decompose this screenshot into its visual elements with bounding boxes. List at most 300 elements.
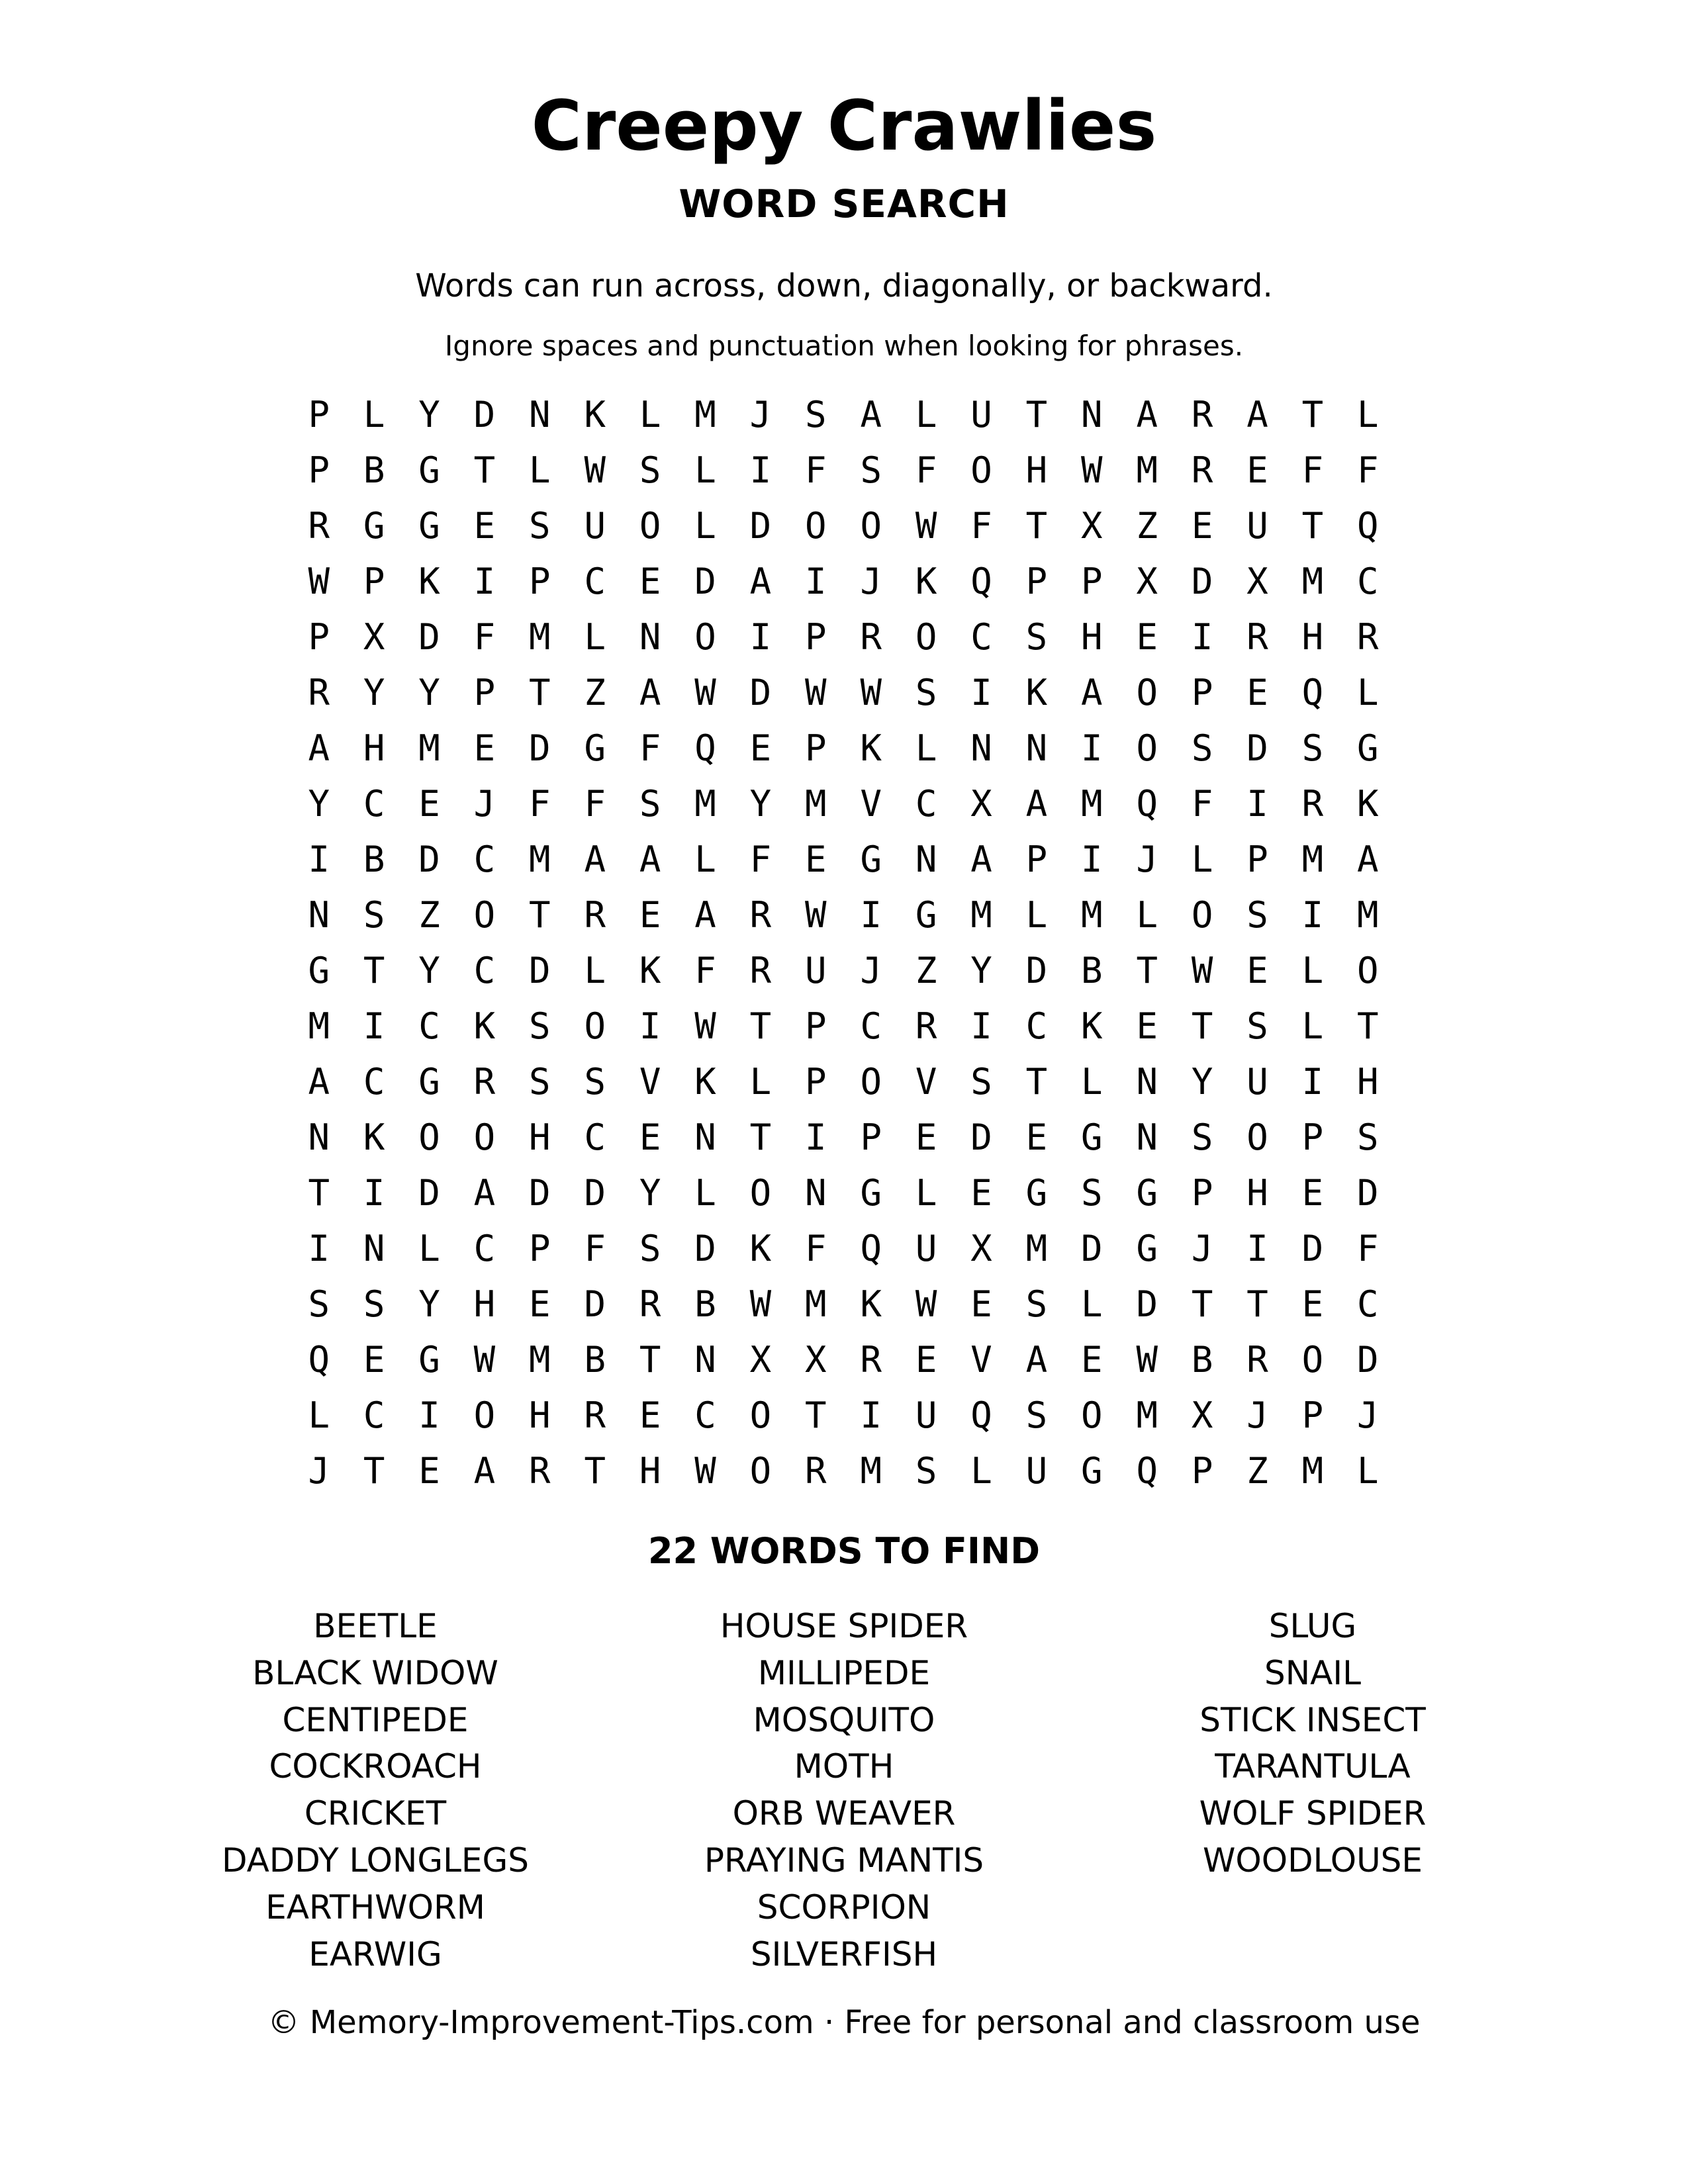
grid-letter: T [1246, 1283, 1268, 1325]
grid-letter: E [915, 1116, 937, 1158]
grid-letter: H [1246, 1172, 1268, 1214]
grid-letter: H [639, 1450, 661, 1492]
grid-letter: D [749, 505, 772, 547]
grid-letter: O [805, 505, 827, 547]
grid-letter: X [1191, 1394, 1213, 1436]
word-list-item: MOSQUITO [753, 1700, 935, 1739]
grid-letter: N [970, 727, 992, 769]
grid-letter: O [584, 1005, 606, 1047]
page-subtitle: WORD SEARCH [679, 181, 1009, 226]
grid-letter: P [1246, 839, 1268, 880]
grid-letter: C [584, 1116, 606, 1158]
grid-letter: J [1357, 1394, 1379, 1436]
grid-row [291, 832, 1463, 887]
grid-letter: K [639, 950, 661, 991]
grid-letter: T [749, 1116, 772, 1158]
grid-letter: F [749, 839, 772, 880]
grid-letter: Y [749, 783, 772, 825]
grid-letter: Z [915, 950, 937, 991]
grid-letter: J [860, 561, 882, 602]
grid-letter: E [1246, 672, 1268, 713]
word-list-column-3 [1081, 1603, 1544, 1884]
grid-letter: O [1136, 727, 1158, 769]
grid-letter: L [1357, 394, 1379, 435]
grid-letter: V [915, 1061, 937, 1103]
grid-letter: W [915, 1283, 937, 1325]
grid-letter: R [749, 950, 772, 991]
grid-letter: S [529, 505, 551, 547]
grid-letter: Q [308, 1339, 330, 1381]
grid-letter: O [1191, 894, 1213, 936]
grid-letter: L [1081, 1283, 1103, 1325]
grid-letter: L [1357, 672, 1379, 713]
grid-letter: O [473, 1394, 496, 1436]
grid-letter: M [860, 1450, 882, 1492]
grid-row [291, 721, 1463, 776]
grid-letter: F [805, 1228, 827, 1269]
grid-letter: C [970, 616, 992, 658]
grid-letter: M [529, 1339, 551, 1381]
grid-row [291, 1388, 1463, 1443]
grid-letter: H [529, 1116, 551, 1158]
grid-letter: I [363, 1172, 385, 1214]
footer-credit: © Memory-Improvement-Tips.com · Free for personal and classroom use [267, 2004, 1421, 2041]
grid-letter: F [473, 616, 496, 658]
grid-letter: Z [418, 894, 440, 936]
grid-letter: G [1357, 727, 1379, 769]
grid-letter: A [308, 727, 330, 769]
grid-letter: E [805, 839, 827, 880]
grid-letter: O [860, 1061, 882, 1103]
grid-letter: X [363, 616, 385, 658]
grid-letter: T [805, 1394, 827, 1436]
grid-letter: A [1081, 672, 1103, 713]
grid-letter: I [749, 449, 772, 491]
word-list-item: SILVERFISH [750, 1934, 938, 1974]
grid-letter: D [473, 394, 496, 435]
grid-letter: S [308, 1283, 330, 1325]
grid-letter: R [860, 616, 882, 658]
grid-letter: I [1246, 783, 1268, 825]
grid-letter: J [1191, 1228, 1213, 1269]
grid-letter: Q [1301, 672, 1324, 713]
grid-letter: A [1136, 394, 1158, 435]
page-title: Creepy Crawlies [531, 85, 1157, 166]
grid-letter: W [694, 1450, 716, 1492]
grid-letter: G [915, 894, 937, 936]
grid-letter: E [639, 1394, 661, 1436]
grid-letter: W [1081, 449, 1103, 491]
grid-letter: D [694, 1228, 716, 1269]
grid-letter: B [363, 449, 385, 491]
grid-letter: R [473, 1061, 496, 1103]
grid-letter: U [1246, 1061, 1268, 1103]
grid-letter: I [1246, 1228, 1268, 1269]
grid-letter: L [1301, 1005, 1324, 1047]
grid-letter: L [1136, 894, 1158, 936]
grid-letter: W [1191, 950, 1213, 991]
grid-letter: T [529, 672, 551, 713]
grid-letter: D [694, 561, 716, 602]
grid-letter: G [1081, 1116, 1103, 1158]
grid-letter: M [1357, 894, 1379, 936]
grid-letter: L [639, 394, 661, 435]
instructions-line-2: Ignore spaces and punctuation when looking for phrases. [444, 330, 1244, 362]
grid-letter: R [639, 1283, 661, 1325]
grid-letter: D [529, 727, 551, 769]
grid-row [291, 1221, 1463, 1277]
grid-letter: M [1301, 561, 1324, 602]
grid-letter: I [1301, 894, 1324, 936]
grid-letter: L [363, 394, 385, 435]
grid-letter: J [308, 1450, 330, 1492]
grid-letter: F [694, 950, 716, 991]
grid-letter: F [1301, 449, 1324, 491]
grid-letter: R [1301, 783, 1324, 825]
grid-letter: U [915, 1394, 937, 1436]
grid-letter: D [418, 839, 440, 880]
word-list-item: WOLF SPIDER [1199, 1794, 1427, 1833]
grid-letter: R [1357, 616, 1379, 658]
grid-letter: Q [694, 727, 716, 769]
grid-letter: P [1191, 1172, 1213, 1214]
grid-letter: P [1301, 1116, 1324, 1158]
grid-letter: T [1136, 950, 1158, 991]
grid-letter: A [473, 1450, 496, 1492]
grid-row [291, 1054, 1463, 1110]
grid-letter: N [1136, 1061, 1158, 1103]
grid-letter: Y [363, 672, 385, 713]
grid-letter: P [363, 561, 385, 602]
grid-letter: I [1301, 1061, 1324, 1103]
grid-letter: O [1357, 950, 1379, 991]
grid-letter: O [473, 894, 496, 936]
grid-letter: O [639, 505, 661, 547]
grid-letter: X [970, 1228, 992, 1269]
grid-letter: C [363, 1394, 385, 1436]
grid-letter: M [805, 783, 827, 825]
grid-letter: N [915, 839, 937, 880]
grid-letter: A [1025, 783, 1048, 825]
grid-letter: S [363, 1283, 385, 1325]
grid-letter: O [749, 1172, 772, 1214]
grid-letter: I [308, 839, 330, 880]
grid-row [291, 943, 1463, 999]
grid-letter: I [860, 894, 882, 936]
grid-letter: N [363, 1228, 385, 1269]
grid-letter: K [1081, 1005, 1103, 1047]
grid-row [291, 1443, 1463, 1499]
grid-letter: L [694, 449, 716, 491]
word-list-item: ORB WEAVER [732, 1794, 956, 1833]
grid-letter: E [363, 1339, 385, 1381]
grid-letter: H [529, 1394, 551, 1436]
grid-letter: G [363, 505, 385, 547]
grid-letter: T [1025, 394, 1048, 435]
grid-letter: O [860, 505, 882, 547]
grid-letter: F [1357, 1228, 1379, 1269]
word-list-item: WOODLOUSE [1202, 1841, 1423, 1880]
grid-letter: W [694, 672, 716, 713]
grid-letter: W [860, 672, 882, 713]
grid-letter: U [805, 950, 827, 991]
grid-letter: A [1025, 1339, 1048, 1381]
grid-letter: I [860, 1394, 882, 1436]
word-list-item: PRAYING MANTIS [704, 1841, 984, 1880]
grid-letter: E [1301, 1172, 1324, 1214]
grid-letter: G [418, 505, 440, 547]
grid-letter: C [1357, 561, 1379, 602]
grid-letter: K [363, 1116, 385, 1158]
grid-letter: F [529, 783, 551, 825]
grid-letter: J [749, 394, 772, 435]
grid-letter: U [584, 505, 606, 547]
grid-letter: C [694, 1394, 716, 1436]
grid-letter: D [1136, 1283, 1158, 1325]
grid-letter: S [584, 1061, 606, 1103]
grid-letter: R [915, 1005, 937, 1047]
grid-letter: N [1081, 394, 1103, 435]
grid-letter: P [1025, 839, 1048, 880]
grid-letter: M [529, 616, 551, 658]
grid-letter: R [584, 894, 606, 936]
grid-letter: R [529, 1450, 551, 1492]
grid-letter: T [1025, 505, 1048, 547]
grid-letter: X [1246, 561, 1268, 602]
grid-letter: W [749, 1283, 772, 1325]
grid-letter: R [860, 1339, 882, 1381]
grid-letter: E [473, 727, 496, 769]
grid-letter: T [639, 1339, 661, 1381]
grid-letter: C [418, 1005, 440, 1047]
grid-letter: T [1025, 1061, 1048, 1103]
grid-letter: G [860, 839, 882, 880]
grid-letter: K [473, 1005, 496, 1047]
grid-letter: O [1301, 1339, 1324, 1381]
grid-letter: L [584, 616, 606, 658]
grid-letter: T [1357, 1005, 1379, 1047]
grid-letter: D [584, 1172, 606, 1214]
grid-letter: M [1081, 783, 1103, 825]
grid-letter: O [915, 616, 937, 658]
grid-letter: Z [584, 672, 606, 713]
grid-letter: I [970, 672, 992, 713]
grid-letter: L [915, 394, 937, 435]
word-list-item: DADDY LONGLEGS [221, 1841, 530, 1880]
grid-letter: S [1025, 1283, 1048, 1325]
grid-letter: G [584, 727, 606, 769]
grid-letter: L [749, 1061, 772, 1103]
grid-letter: E [1136, 616, 1158, 658]
word-list-item: HOUSE SPIDER [720, 1607, 968, 1645]
grid-letter: H [363, 727, 385, 769]
grid-letter: Z [1136, 505, 1158, 547]
grid-letter: S [363, 894, 385, 936]
grid-letter: B [1191, 1339, 1213, 1381]
grid-letter: M [1136, 449, 1158, 491]
grid-letter: F [584, 1228, 606, 1269]
grid-letter: T [1191, 1005, 1213, 1047]
grid-letter: V [970, 1339, 992, 1381]
grid-letter: T [584, 1450, 606, 1492]
grid-letter: I [805, 561, 827, 602]
grid-letter: M [1025, 1228, 1048, 1269]
grid-letter: L [970, 1450, 992, 1492]
grid-letter: Y [418, 950, 440, 991]
grid-letter: T [1191, 1283, 1213, 1325]
grid-letter: G [1136, 1228, 1158, 1269]
grid-letter: Y [639, 1172, 661, 1214]
grid-letter: E [639, 561, 661, 602]
grid-letter: C [473, 950, 496, 991]
grid-letter: T [749, 1005, 772, 1047]
grid-letter: M [970, 894, 992, 936]
grid-letter: O [1246, 1116, 1268, 1158]
grid-row [291, 887, 1463, 943]
grid-letter: M [694, 783, 716, 825]
grid-letter: N [1136, 1116, 1158, 1158]
word-list-item: BLACK WIDOW [252, 1653, 498, 1692]
grid-letter: F [970, 505, 992, 547]
grid-letter: A [639, 839, 661, 880]
grid-letter: W [915, 505, 937, 547]
grid-letter: U [1246, 505, 1268, 547]
grid-letter: L [308, 1394, 330, 1436]
grid-letter: C [860, 1005, 882, 1047]
grid-letter: X [1081, 505, 1103, 547]
grid-letter: E [639, 894, 661, 936]
grid-letter: D [1191, 561, 1213, 602]
grid-letter: S [529, 1005, 551, 1047]
grid-letter: M [1301, 839, 1324, 880]
grid-letter: W [694, 1005, 716, 1047]
word-list-item: TARANTULA [1215, 1747, 1411, 1786]
grid-letter: K [694, 1061, 716, 1103]
grid-letter: S [1025, 616, 1048, 658]
grid-letter: D [418, 1172, 440, 1214]
grid-letter: D [749, 672, 772, 713]
grid-letter: V [639, 1061, 661, 1103]
grid-letter: S [1191, 727, 1213, 769]
grid-letter: H [1081, 616, 1103, 658]
grid-letter: B [584, 1339, 606, 1381]
grid-letter: E [639, 1116, 661, 1158]
word-list-item: EARTHWORM [265, 1888, 485, 1927]
grid-letter: R [308, 505, 330, 547]
grid-row [291, 1110, 1463, 1165]
word-list-item: MILLIPEDE [757, 1653, 931, 1692]
grid-letter: N [308, 894, 330, 936]
grid-letter: S [1357, 1116, 1379, 1158]
grid-letter: O [1136, 672, 1158, 713]
grid-letter: R [1191, 394, 1213, 435]
grid-letter: E [970, 1172, 992, 1214]
grid-letter: U [915, 1228, 937, 1269]
grid-letter: P [805, 1005, 827, 1047]
grid-letter: W [1136, 1339, 1158, 1381]
grid-letter: G [418, 1339, 440, 1381]
grid-letter: H [1025, 449, 1048, 491]
grid-letter: S [805, 394, 827, 435]
grid-letter: X [1136, 561, 1158, 602]
grid-letter: L [915, 727, 937, 769]
grid-letter: P [860, 1116, 882, 1158]
grid-letter: O [418, 1116, 440, 1158]
grid-letter: C [363, 1061, 385, 1103]
grid-letter: U [970, 394, 992, 435]
grid-row [291, 610, 1463, 665]
grid-letter: I [749, 616, 772, 658]
grid-letter: P [1191, 1450, 1213, 1492]
grid-letter: E [418, 1450, 440, 1492]
grid-letter: A [473, 1172, 496, 1214]
grid-letter: E [1246, 950, 1268, 991]
grid-letter: D [529, 1172, 551, 1214]
grid-letter: A [308, 1061, 330, 1103]
word-list-item: EARWIG [308, 1934, 442, 1974]
grid-row [291, 1165, 1463, 1221]
grid-letter: K [584, 394, 606, 435]
grid-letter: V [860, 783, 882, 825]
grid-letter: R [1246, 616, 1268, 658]
grid-letter: R [1246, 1339, 1268, 1381]
grid-letter: Y [970, 950, 992, 991]
grid-letter: E [1136, 1005, 1158, 1047]
grid-letter: H [1301, 616, 1324, 658]
grid-row [291, 1277, 1463, 1332]
grid-letter: S [860, 449, 882, 491]
grid-letter: J [860, 950, 882, 991]
word-list-item: CENTIPEDE [282, 1700, 469, 1739]
grid-letter: G [418, 1061, 440, 1103]
word-list-item: MOTH [794, 1747, 894, 1786]
grid-letter: K [1357, 783, 1379, 825]
grid-row [291, 443, 1463, 498]
grid-letter: D [970, 1116, 992, 1158]
grid-letter: A [639, 672, 661, 713]
grid-letter: P [473, 672, 496, 713]
grid-letter: G [1136, 1172, 1158, 1214]
grid-letter: A [1357, 839, 1379, 880]
grid-letter: O [1081, 1394, 1103, 1436]
grid-letter: K [860, 727, 882, 769]
grid-letter: X [749, 1339, 772, 1381]
word-list-column-1 [144, 1603, 607, 1978]
grid-letter: Y [418, 394, 440, 435]
grid-letter: E [915, 1339, 937, 1381]
grid-letter: P [529, 1228, 551, 1269]
grid-letter: Q [860, 1228, 882, 1269]
grid-letter: J [473, 783, 496, 825]
grid-letter: G [308, 950, 330, 991]
grid-row [291, 999, 1463, 1054]
grid-letter: L [1191, 839, 1213, 880]
grid-letter: Z [1246, 1450, 1268, 1492]
grid-letter: E [1301, 1283, 1324, 1325]
grid-letter: R [1191, 449, 1213, 491]
grid-letter: K [418, 561, 440, 602]
word-list-item: SCORPION [757, 1888, 931, 1927]
grid-letter: R [805, 1450, 827, 1492]
word-list-item: COCKROACH [269, 1747, 482, 1786]
grid-letter: I [363, 1005, 385, 1047]
grid-letter: K [860, 1283, 882, 1325]
grid-letter: H [473, 1283, 496, 1325]
grid-letter: M [529, 839, 551, 880]
grid-letter: P [1081, 561, 1103, 602]
grid-letter: Q [970, 1394, 992, 1436]
grid-letter: P [805, 727, 827, 769]
